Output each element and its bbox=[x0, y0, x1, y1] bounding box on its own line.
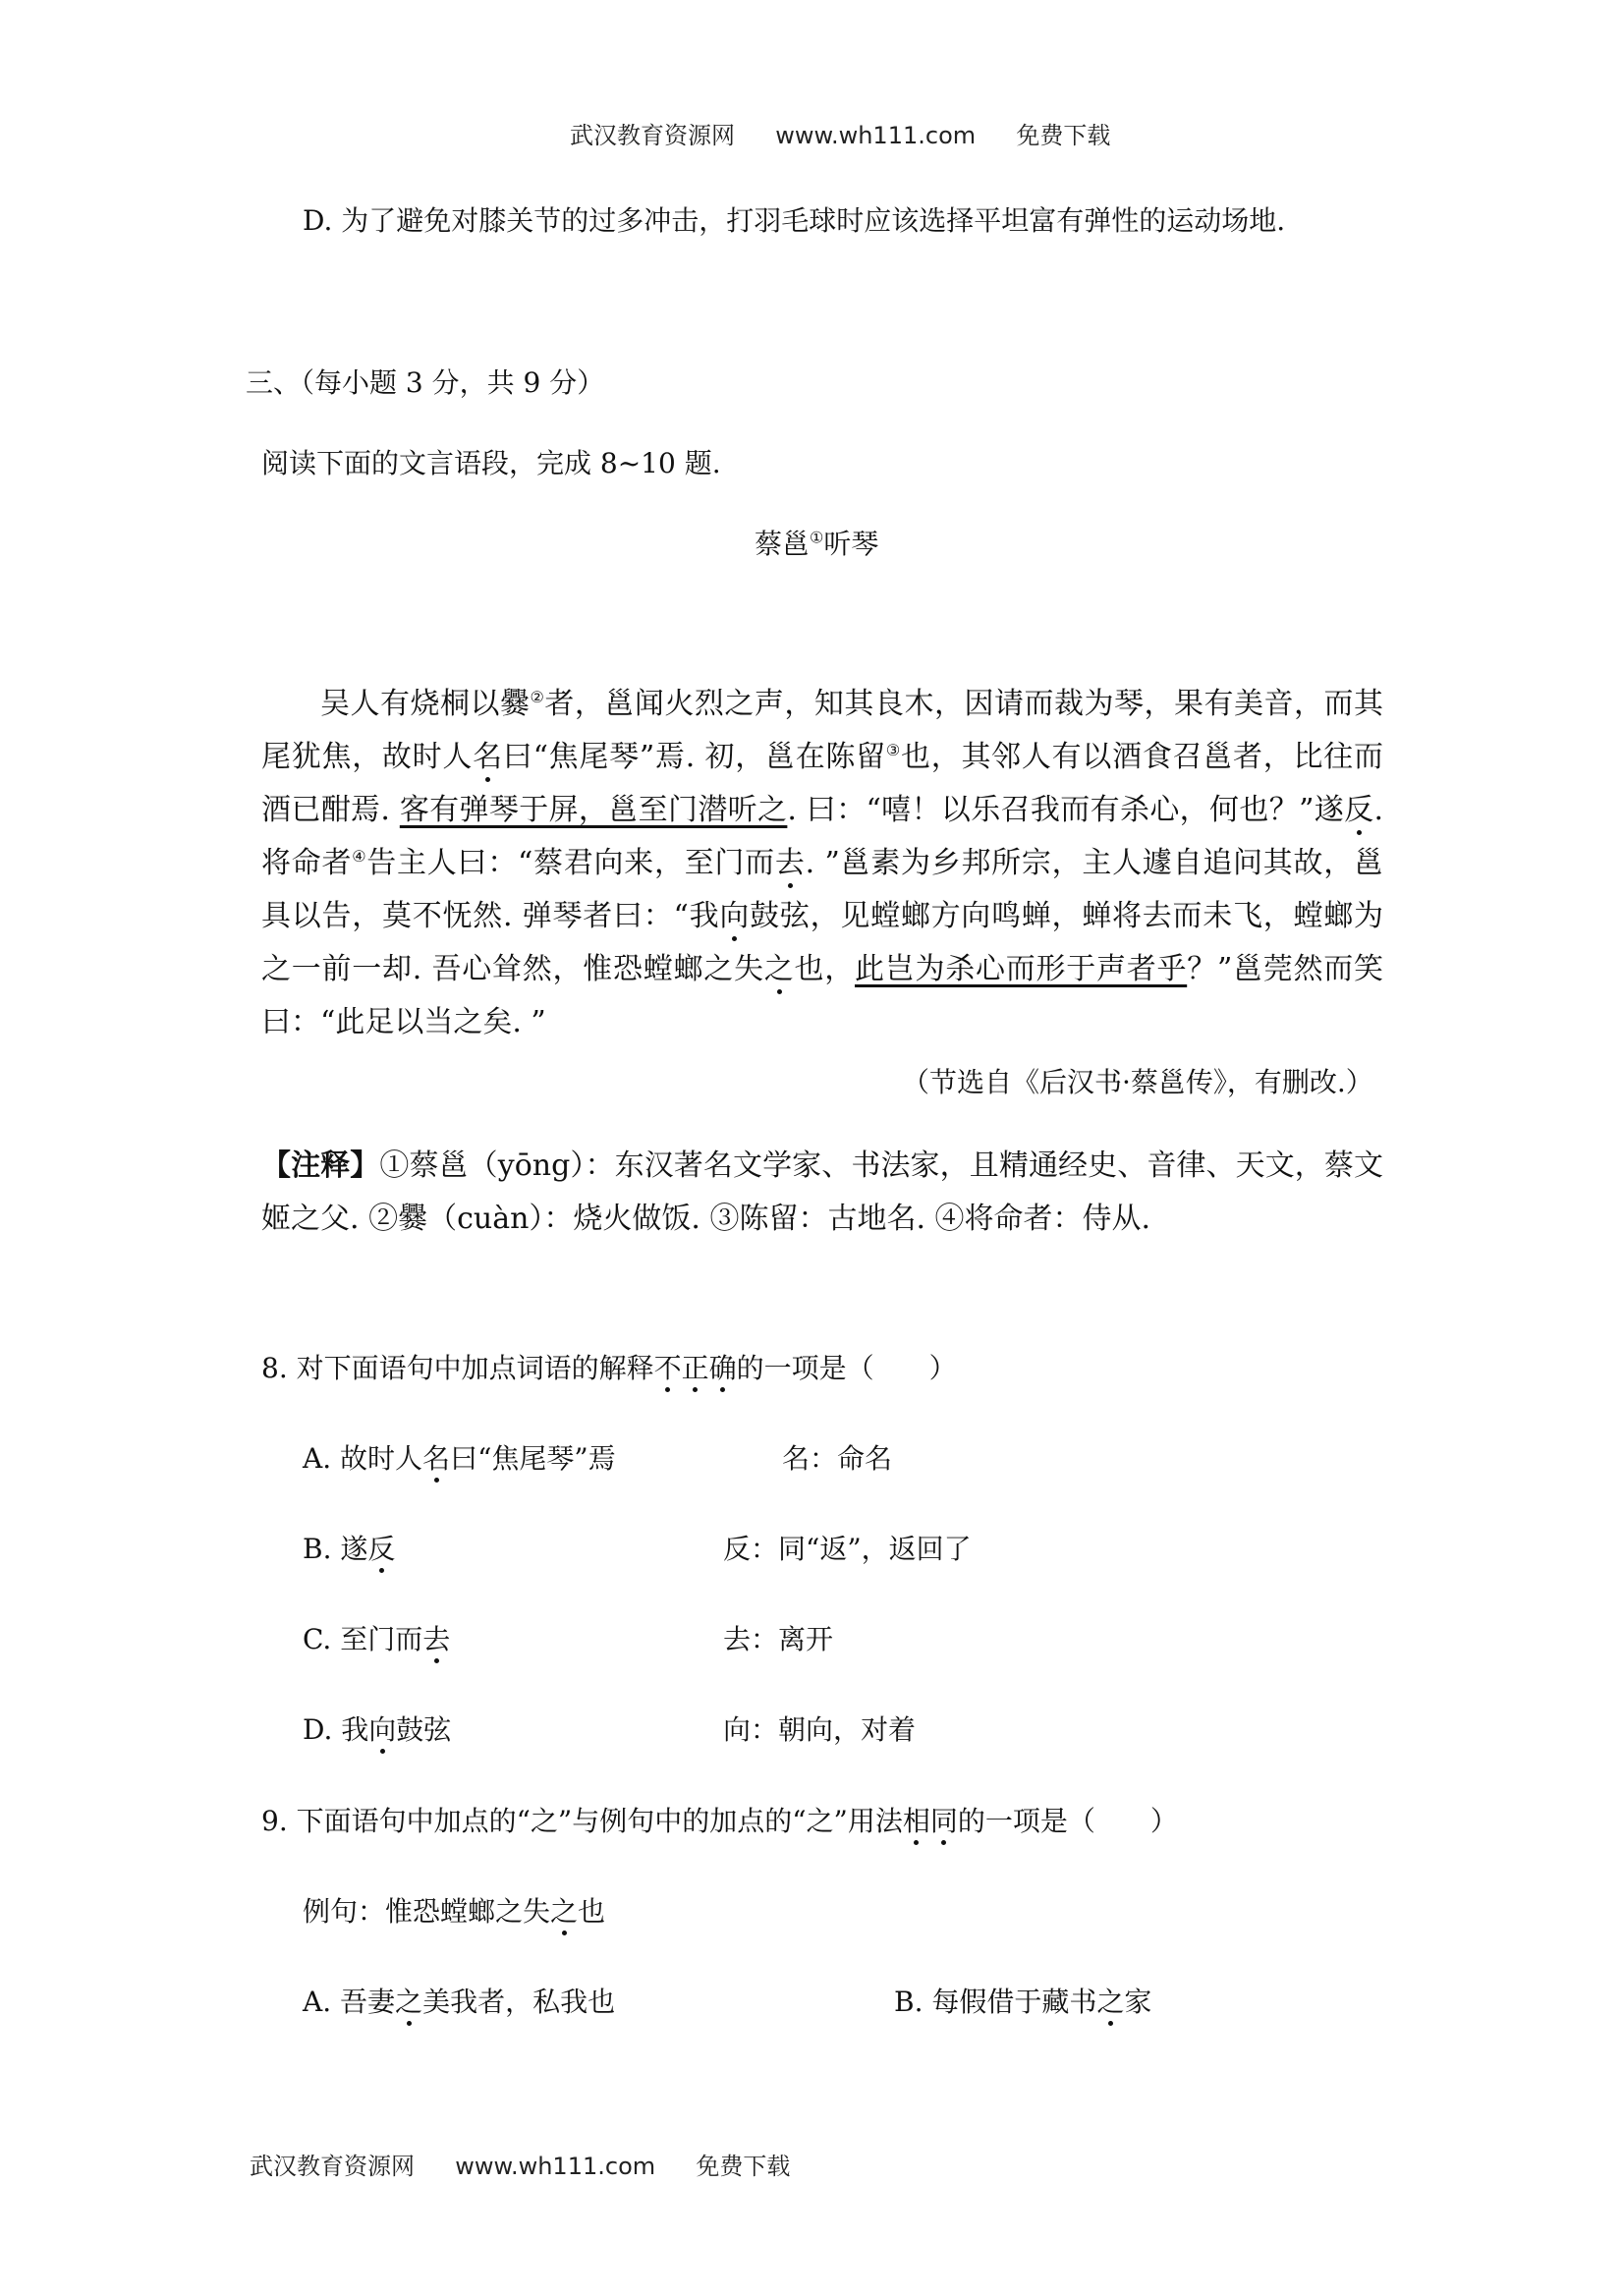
q8-option-c[interactable]: C. 至门而去 bbox=[303, 1623, 451, 1655]
q9-example: 例句：惟恐螳螂之失之也 bbox=[303, 1895, 606, 1928]
header-site-name: 武汉教育资源网 bbox=[570, 122, 735, 149]
q9-option-b[interactable]: B. 每假借于藏书之家 bbox=[894, 1986, 1152, 2018]
passage-source: （节选自《后汉书·蔡邕传》，有删改.） bbox=[902, 1066, 1373, 1098]
passage-title: 蔡邕①听琴 bbox=[755, 528, 879, 560]
q8-option-b-gloss: 反：同“返”，返回了 bbox=[723, 1533, 972, 1565]
passage-body: 吴人有烧桐以爨②者，邕闻火烈之声，知其良木，因请而裁为琴，果有美音，而其尾犹焦，故时人名曰“焦尾琴”焉. 初，邕在陈留③也，其邻人有以酒食召邕者，比往而酒已酣焉. 客有弹琴于屏，邕至门潜听之. 曰：“嘻！以乐召我而有杀心，何也？”遂反. 将命者④告主人曰：“蔡君向来，至门而去. ”邕素为乡邦所宗，主人遽自追问其故，邕具以告，莫不怃然. 弹琴者曰：“我向鼓弦，见螳螂方向鸣蝉，蝉将去而未飞，螳螂为之一前一却. 吾心耸然，惟恐螳螂之失之也，此岂为杀心而形于声者乎？”邕莞然而笑曰：“此足以当之矣. ” bbox=[261, 687, 1384, 1039]
q8-option-d-gloss: 向：朝向，对着 bbox=[723, 1713, 917, 1746]
page-footer bbox=[250, 2147, 790, 2181]
q8-stem: 8. 对下面语句中加点词语的解释不正确的一项是（ ） bbox=[261, 1352, 957, 1384]
q8-option-b[interactable]: B. 遂反 bbox=[303, 1533, 396, 1565]
page-header bbox=[570, 116, 1110, 150]
q9-option-a[interactable]: A. 吾妻之美我者，私我也 bbox=[303, 1986, 616, 2018]
q8-option-a[interactable]: A. 故时人名曰“焦尾琴”焉 bbox=[303, 1442, 616, 1475]
underlined-sentence-2: 此岂为杀心而形于声者乎 bbox=[855, 952, 1188, 986]
q8-option-a-gloss: 名：命名 bbox=[782, 1442, 893, 1475]
underlined-sentence-1: 客有弹琴于屏，邕至门潜听之 bbox=[399, 793, 788, 827]
section-instruction: 阅读下面的文言语段，完成 8~10 题. bbox=[261, 447, 721, 479]
previous-option-d: D. 为了避免对膝关节的过多冲击，打羽毛球时应该选择平坦富有弹性的运动场地. bbox=[303, 204, 1286, 237]
q9-stem: 9. 下面语句中加点的“之”与例句中的加点的“之”用法相同的一项是（ ） bbox=[261, 1805, 1178, 1837]
footer-site-name: 武汉教育资源网 bbox=[250, 2153, 415, 2180]
section-title: 三、（每小题 3 分，共 9 分） bbox=[246, 366, 605, 399]
footer-tagline: 免费下载 bbox=[696, 2153, 791, 2180]
header-url-link[interactable]: www.wh111.com bbox=[775, 122, 977, 149]
annotation-block bbox=[261, 1140, 1383, 1246]
annotation-text: ①蔡邕（yōng）：东汉著名文学家、书法家，且精通经史、音律、天文，蔡文姬之父. ②爨（cuàn）：烧火做饭. ③陈留：古地名. ④将命者：侍从. bbox=[261, 1148, 1383, 1236]
q8-option-c-gloss: 去：离开 bbox=[723, 1623, 834, 1655]
header-tagline: 免费下载 bbox=[1016, 122, 1111, 149]
footer-url-link[interactable]: www.wh111.com bbox=[455, 2153, 656, 2180]
q8-option-d[interactable]: D. 我向鼓弦 bbox=[303, 1713, 452, 1746]
annotation-label: 【注释】 bbox=[261, 1148, 380, 1183]
